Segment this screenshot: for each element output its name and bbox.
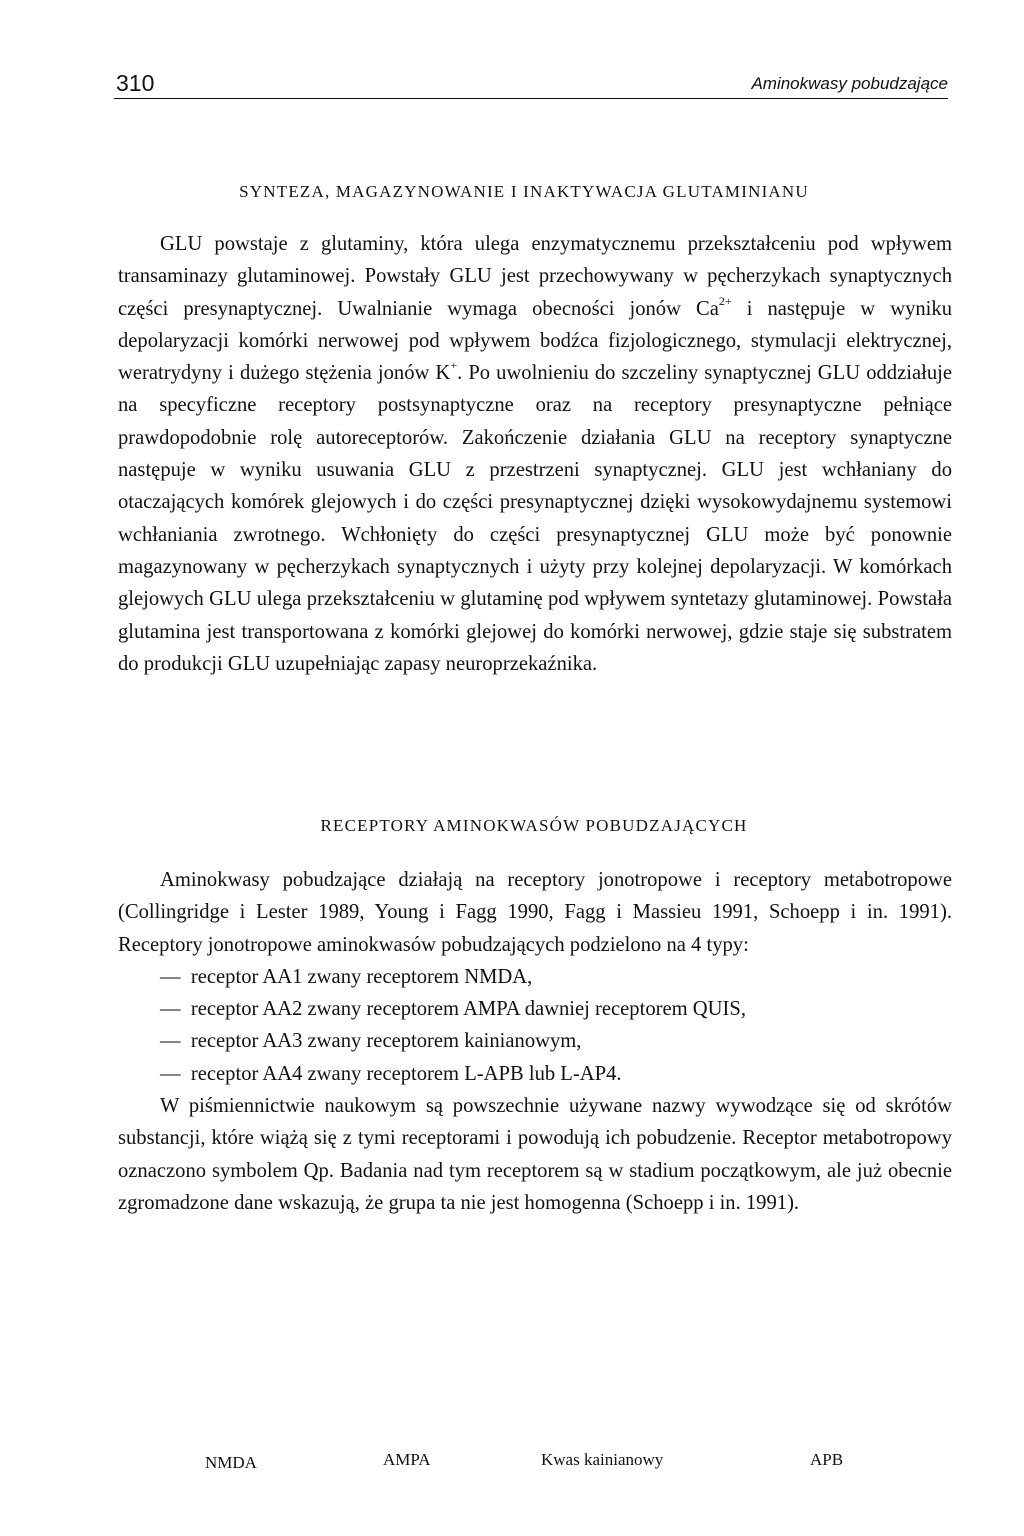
superscript: + bbox=[450, 358, 458, 373]
text-run: i następuje w wyniku depolaryzacji komórki nerwowej pod wpływem bodźca fizjologicznego, stymulacji elektrycznej, weratrydyny i dużego stężenia jonów K bbox=[118, 297, 953, 385]
figure-label-nmda: NMDA bbox=[205, 1453, 257, 1472]
figure-label-apb: APB bbox=[810, 1450, 844, 1469]
paragraph bbox=[118, 228, 952, 680]
list-item: — receptor AA1 zwany receptorem NMDA, bbox=[118, 961, 952, 993]
text-run: . Po uwolnieniu do szczeliny synaptycznej GLU oddziałuje na specyficzne receptory postsynaptyczne oraz na receptory presynaptyczne pełniące prawdopodobnie rolę autoreceptorów. Zakończenie działania GLU na receptory synaptyczne następuje w wyniku usuwania GLU z przestrzeni synaptycznej. GLU jest wchłaniany do otaczających komórek glejowych i do części presynaptycznej dzięki wysokowydajnemu systemowi wchłaniania zwrotnego. Wchłonięty do części presynaptycznej GLU może być ponownie magazynowany w pęcherzykach synaptycznych i użyty przy kolejnej depolaryzacji. W komórkach glejowych GLU ulega przekształceniu w glutaminę pod wpływem syntetazy glutaminowej. Powstała glutamina jest transportowana z komórki glejowej do komórki nerwowej, gdzie staje się substratem do produkcji GLU uzupełniając zapasy neuroprzekaźnika. bbox=[118, 362, 952, 675]
receptor-list bbox=[118, 961, 952, 1090]
paragraph-intro: Aminokwasy pobudzające działają na receptory jonotropowe i receptory metabotropowe (Collingridge i Lester 1989, Young i Fagg 1990, Fagg i Massieu 1991, Schoepp i in. 1991). Receptory jonotropowe aminokwasów pobudzających podzielono na 4 typy: bbox=[118, 869, 952, 956]
figure-labels bbox=[0, 1450, 1024, 1480]
page-header bbox=[114, 68, 948, 99]
section-heading-receptors: RECEPTORY AMINOKWASÓW POBUDZAJĄCYCH bbox=[320, 816, 748, 835]
text-run: GLU powstaje z glutaminy, która ulega enzymatycznemu przekształceniu pod wpływem transaminazy glutaminowej. Powstały GLU jest przechowywany w pęcherzykach synaptycznych części presynaptycznej. Uwalnianie wymaga obecności jonów Ca bbox=[118, 233, 952, 320]
figure-label-ampa: AMPA bbox=[383, 1450, 431, 1469]
list-item: — receptor AA3 zwany receptorem kainianowym, bbox=[118, 1025, 952, 1057]
list-item: — receptor AA4 zwany receptorem L-APB lub L-AP4. bbox=[118, 1058, 952, 1090]
page-number: 310 bbox=[116, 70, 155, 96]
superscript: 2+ bbox=[718, 293, 732, 308]
paragraph-closing: W piśmiennictwie naukowym są powszechnie używane nazwy wywodzące się od skrótów substancji, które wiążą się z tymi receptorami i powodują ich pobudzenie. Receptor metabotropowy oznaczono symbolem Qp. Badania nad tym receptorem są w stadium początkowym, ale już obecnie zgromadzone dane wskazują, że grupa ta nie jest homogenna (Schoepp i in. 1991). bbox=[118, 1095, 952, 1214]
figure-label-kainate: Kwas kainianowy bbox=[541, 1450, 664, 1469]
section-body-synthesis bbox=[118, 228, 952, 680]
running-title: Aminokwasy pobudzające bbox=[751, 74, 948, 93]
list-item: — receptor AA2 zwany receptorem AMPA dawniej receptorem QUIS, bbox=[118, 993, 952, 1025]
section-body-receptors bbox=[118, 864, 952, 1219]
section-heading-synthesis: SYNTEZA, MAGAZYNOWANIE I INAKTYWACJA GLUTAMINIANU bbox=[239, 182, 809, 201]
